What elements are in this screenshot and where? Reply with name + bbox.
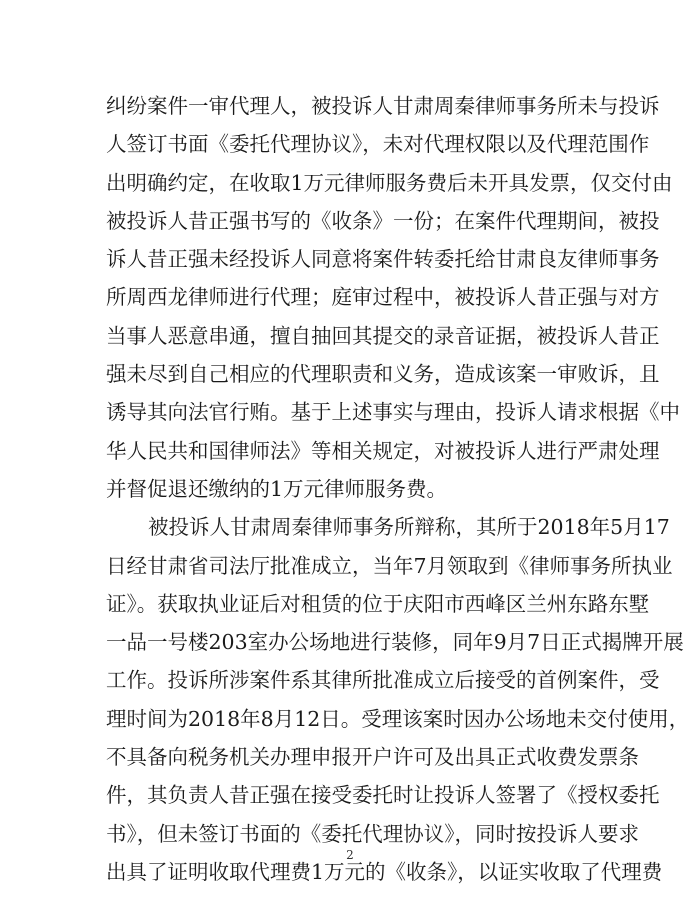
text-line: 一品一号楼203室办公场地进行装修，同年9月7日正式揭牌开展 [106, 630, 684, 655]
text-line: 所周西龙律师进行代理；庭审过程中，被投诉人昔正强与对方 [106, 285, 660, 310]
text-line: 工作。投诉所涉案件系其律所批准成立后接受的首例案件，受 [106, 668, 660, 693]
text-line: 诉人昔正强未经投诉人同意将案件转委托给甘肃良友律师事务 [106, 247, 660, 272]
text-line: 纠纷案件一审代理人，被投诉人甘肃周秦律师事务所未与投诉 [106, 94, 660, 118]
text-line: 理时间为2018年8月12日。受理该案时因办公场地未交付使用， [106, 706, 690, 731]
text-line: 书》，但未签订书面的《委托代理协议》，同时按投诉人要求 [106, 821, 639, 846]
text-line: 出明确约定，在收取1万元律师服务费后未开具发票，仅交付由 [106, 170, 673, 195]
text-line: 证》。获取执业证后对租赁的位于庆阳市西峰区兰州东路东墅 [106, 591, 650, 616]
text-line: 强未尽到自己相应的代理职责和义务，造成该案一审败诉，且 [106, 362, 660, 387]
text-line: 并督促退还缴纳的1万元律师服务费。 [106, 476, 448, 501]
text-line: 日经甘肃省司法厅批准成立，当年7月领取到《律师事务所执业 [106, 553, 673, 578]
paragraph-start-line: 被投诉人甘肃周秦律师事务所辩称，其所于2018年5月17 [148, 515, 670, 540]
document-body [106, 87, 690, 891]
page-number: 2 [346, 848, 354, 862]
text-line: 被投诉人昔正强书写的《收条》一份；在案件代理期间，被投 [106, 208, 660, 233]
text-line: 件，其负责人昔正强在接受委托时让投诉人签署了《授权委托 [106, 783, 660, 808]
text-line: 人签订书面《委托代理协议》，未对代理权限以及代理范围作 [106, 132, 650, 157]
text-line: 华人民共和国律师法》等相关规定，对被投诉人进行严肃处理 [106, 438, 660, 463]
text-line: 出具了证明收取代理费1万元的《收条》，以证实收取了代理费 [106, 859, 663, 884]
text-line: 不具备向税务机关办理申报开户许可及出具正式收费发票条 [106, 745, 639, 770]
text-line: 当事人恶意串通，擅自抽回其提交的录音证据，被投诉人昔正 [106, 323, 660, 348]
text-line: 诱导其向法官行贿。基于上述事实与理由，投诉人请求根据《中 [106, 400, 680, 425]
